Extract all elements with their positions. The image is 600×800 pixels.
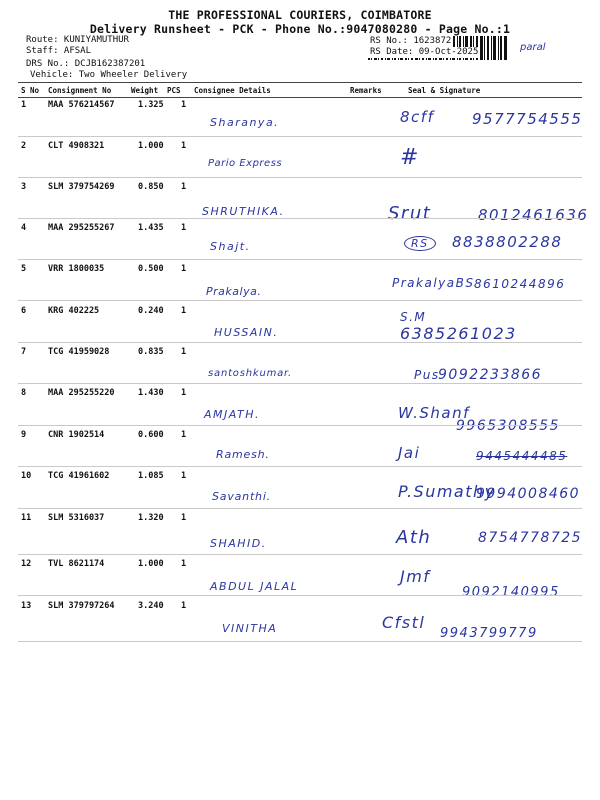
drs-number: DRS No.: DCJB162387201: [26, 59, 146, 69]
row-weight: 1.000: [138, 141, 164, 151]
row-sno: 9: [21, 430, 27, 440]
row-signature: Jai: [398, 444, 421, 462]
row-divider: [18, 136, 582, 137]
row-divider: [18, 425, 582, 426]
row-phone: 8610244896: [474, 277, 566, 291]
row-weight: 0.600: [138, 430, 164, 440]
row-phone: 8754778725: [478, 530, 583, 546]
row-consignment: KRG 402225: [48, 306, 100, 316]
row-phone: 9577754555: [472, 110, 583, 128]
row-phone: 9994008460: [476, 486, 581, 502]
row-weight: 1.085: [138, 471, 164, 481]
row-sno: 5: [21, 264, 27, 274]
row-sno: 1: [21, 100, 27, 110]
row-sno: 13: [21, 601, 32, 611]
row-weight: 0.500: [138, 264, 164, 274]
row-phone: 8012461636: [478, 206, 589, 224]
row-signature: Srut: [388, 203, 432, 224]
row-weight: 0.240: [138, 306, 164, 316]
row-phone: 6385261023: [400, 324, 517, 343]
row-consignee: Pario Express: [208, 158, 283, 169]
row-divider: [18, 595, 582, 596]
row-pcs: 1: [181, 513, 187, 523]
row-consignee: AMJATH.: [204, 408, 260, 421]
row-consignee: ABDUL JALAL: [210, 580, 299, 593]
row-divider: [18, 641, 582, 642]
row-pcs: 1: [181, 347, 187, 357]
row-consignee: Ramesh.: [216, 448, 270, 461]
row-sno: 10: [21, 471, 32, 481]
row-pcs: 1: [181, 471, 187, 481]
row-phone: 9092140995: [462, 585, 560, 600]
row-pcs: 1: [181, 182, 187, 192]
row-weight: 1.000: [138, 559, 164, 569]
row-signature: Pus: [414, 368, 440, 382]
row-pcs: 1: [181, 141, 187, 151]
row-divider: [18, 300, 582, 301]
header-bottom-line: [18, 97, 582, 98]
row-phone: 9965308555: [456, 418, 561, 434]
row-weight: 1.320: [138, 513, 164, 523]
row-sno: 3: [21, 182, 27, 192]
row-signature: RS: [404, 236, 436, 251]
col-seal-signature: Seal & Signature: [408, 86, 481, 95]
header-top-line: [18, 82, 582, 83]
route-label: Route: KUNIYAMUTHUR: [26, 35, 129, 45]
row-divider: [18, 218, 582, 219]
row-signature: #: [400, 145, 420, 170]
row-signature: Ath: [396, 527, 432, 548]
staff-label: Staff: AFSAL: [26, 46, 92, 56]
row-sno: 12: [21, 559, 32, 569]
col-weight: Weight: [131, 86, 159, 95]
row-pcs: 1: [181, 559, 187, 569]
handwritten-note: paral: [520, 42, 546, 53]
col-consignee: Consignee Details: [194, 86, 271, 95]
row-signature: Cfstl: [382, 613, 426, 632]
row-weight: 3.240: [138, 601, 164, 611]
row-weight: 0.850: [138, 182, 164, 192]
row-consignment: SLM 379754269: [48, 182, 115, 192]
runsheet-subtitle: Delivery Runsheet - PCK - Phone No.:9047080280 - Page No.:1: [89, 22, 511, 36]
rs-number: RS No.: 1623872: [370, 36, 452, 46]
row-divider: [18, 508, 582, 509]
row-pcs: 1: [181, 223, 187, 233]
col-remarks: Remarks: [350, 86, 382, 95]
row-pcs: 1: [181, 388, 187, 398]
row-divider: [18, 383, 582, 384]
row-sno: 8: [21, 388, 27, 398]
vehicle-label: Vehicle: Two Wheeler Delivery: [30, 70, 188, 80]
row-pcs: 1: [181, 306, 187, 316]
row-consignee: SHAHID.: [210, 537, 267, 550]
row-phone: 9445444485: [476, 449, 568, 463]
row-consignee: Sharanya.: [210, 116, 280, 129]
row-consignee: Shajt.: [210, 240, 251, 253]
row-divider: [18, 554, 582, 555]
col-sno: S No: [21, 86, 40, 95]
row-phone: 9943799779: [440, 626, 538, 641]
row-divider: [18, 177, 582, 178]
rs-date: RS Date: 09-Oct-2025: [370, 47, 479, 57]
company-title: THE PROFESSIONAL COURIERS, COIMBATORE: [168, 8, 432, 22]
row-weight: 1.325: [138, 100, 164, 110]
row-signature: 8cff: [400, 108, 435, 126]
row-consignee: SHRUTHIKA.: [202, 205, 285, 218]
row-consignee: VINITHA: [222, 622, 278, 635]
row-consignee: Prakalya.: [206, 285, 262, 298]
row-weight: 1.435: [138, 223, 164, 233]
row-signature: PrakalyaBS: [392, 276, 475, 290]
row-sno: 6: [21, 306, 27, 316]
row-consignment: MAA 295255267: [48, 223, 115, 233]
row-signature: W.Shanf: [398, 404, 470, 422]
row-consignment: TCG 41959028: [48, 347, 110, 357]
row-consignment: MAA 295255220: [48, 388, 115, 398]
row-weight: 0.835: [138, 347, 164, 357]
row-signature: Jmf: [400, 567, 431, 586]
row-consignment: TVL 8621174: [48, 559, 105, 569]
row-signature: S.M: [400, 310, 427, 324]
row-consignment: SLM 379797264: [48, 601, 115, 611]
row-pcs: 1: [181, 264, 187, 274]
row-phone: 9092233866: [438, 367, 543, 383]
row-sno: 11: [21, 513, 32, 523]
row-sno: 4: [21, 223, 27, 233]
row-divider: [18, 342, 582, 343]
col-pcs: PCS: [167, 86, 181, 95]
row-divider: [18, 259, 582, 260]
row-consignment: SLM 5316037: [48, 513, 105, 523]
row-pcs: 1: [181, 100, 187, 110]
row-consignee: HUSSAIN.: [214, 326, 279, 339]
row-pcs: 1: [181, 430, 187, 440]
row-consignment: TCG 41961602: [48, 471, 110, 481]
row-sno: 7: [21, 347, 27, 357]
row-signature: P.Sumathy: [398, 482, 496, 501]
row-consignment: CLT 4908321: [48, 141, 105, 151]
row-divider: [18, 466, 582, 467]
col-consignment: Consignment No: [48, 86, 112, 95]
row-consignment: CNR 1902514: [48, 430, 105, 440]
row-consignment: VRR 1800035: [48, 264, 105, 274]
row-sno: 2: [21, 141, 27, 151]
row-consignment: MAA 576214567: [48, 100, 115, 110]
row-pcs: 1: [181, 601, 187, 611]
row-weight: 1.430: [138, 388, 164, 398]
row-consignee: santoshkumar.: [208, 368, 293, 379]
row-consignee: Savanthi.: [212, 490, 271, 503]
row-phone: 8838802288: [452, 233, 563, 251]
